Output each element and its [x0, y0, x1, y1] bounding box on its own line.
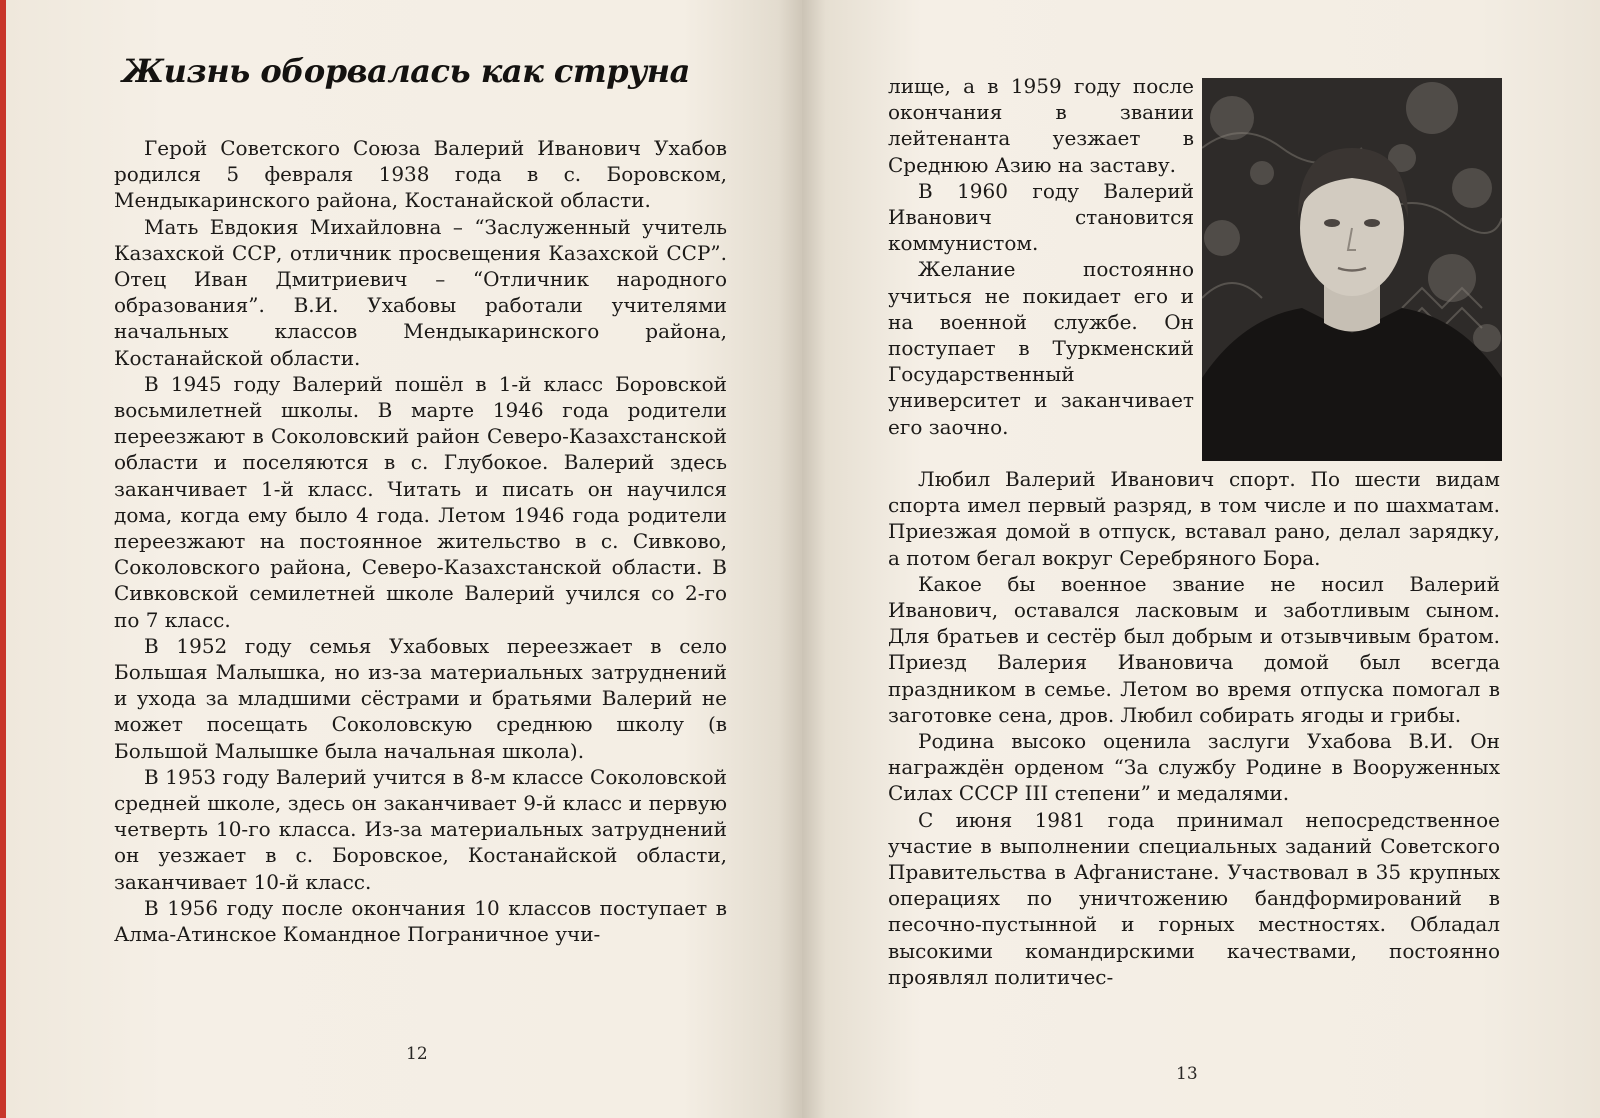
- left-page: [6, 0, 802, 1118]
- portrait-photo: [1202, 78, 1502, 461]
- right-page-body-bottom: [888, 466, 1500, 990]
- paragraph: В 1945 году Валерий пошёл в 1-й класс Боровской восьмилетней школы. В марте 1946 года родители переезжают в Соколовский район Северо-Казахстанской области и поселяются в с. Глубокое. Валерий здесь заканчивает 1-й класс. Читать и писать он научился дома, когда ему было 4 года. Летом 1946 года родители переезжают на постоянное жительство в с. Сивково, Соколовского района, Северо-Казахстанской области. В Сивковской семилетней школе Валерий учился со 2-го по 7 класс.: [114, 371, 727, 632]
- paragraph: В 1956 году после окончания 10 классов поступает в Алма-Атинское Командное Пограничное учи-: [114, 895, 727, 947]
- paragraph: В 1953 году Валерий учится в 8-м классе Соколовской средней школе, здесь он заканчивает 9-й класс и первую четверть 10-го класса. Из-за материальных затруднений он уезжает в с. Боровское, Костанайской области, заканчивает 10-й класс.: [114, 764, 727, 894]
- paragraph: С июня 1981 года принимал непосредственное участие в выполнении специальных заданий Советского Правительства в Афганистане. Участвовал в 35 крупных операциях по уничтожению бандформирований в песочно-пустынной и горных местностях. Обладал высокими командирскими качествами, постоянно проявлял политичес-: [888, 807, 1500, 989]
- article-title: Жизнь оборвалась как струна: [122, 52, 690, 90]
- portrait-image: [1202, 78, 1502, 461]
- paragraph: Какое бы военное звание не носил Валерий Иванович, оставался ласковым и заботливым сыном. Для братьев и сестёр был добрым и отзывчивым братом. Приезд Валерия Ивановича домой был всегда праздником в семье. Летом во время отпуска помогал в заготовке сена, дров. Любил собирать ягоды и грибы.: [888, 571, 1500, 727]
- right-page: [802, 0, 1600, 1118]
- page-number: 12: [406, 1044, 428, 1064]
- right-page-body-top: [888, 73, 1194, 440]
- paragraph: Любил Валерий Иванович спорт. По шести видам спорта имел первый разряд, в том числе и по шахматам. Приезжая домой в отпуск, вставал рано, делал зарядку, а потом бегал вокруг Серебряного Бора.: [888, 467, 1500, 570]
- paragraph: Герой Советского Союза Валерий Иванович Ухабов родился 5 февраля 1938 года в с. Боровском, Мендыкаринского района, Костанайской области.: [114, 136, 727, 213]
- page-number: 13: [1176, 1064, 1198, 1084]
- left-page-body: [114, 135, 727, 947]
- paragraph: Желание постоянно учиться не покидает его и на военной службе. Он поступает в Туркменский Государственный университет и заканчивает его заочно.: [888, 257, 1194, 439]
- paragraph: лище, а в 1959 году после окончания в звании лейтенанта уезжает в Среднюю Азию на заставу.: [888, 74, 1194, 177]
- paragraph: В 1960 году Валерий Иванович становится коммунистом.: [888, 178, 1194, 256]
- paragraph: Мать Евдокия Михайловна – “Заслуженный учитель Казахской ССР, отличник просвещения Казахской ССР”. Отец Иван Дмитриевич – “Отличник народного образования”. В.И. Ухабовы работали учителями начальных классов Мендыкаринского района, Костанайской области.: [114, 214, 727, 370]
- paragraph: Родина высоко оценила заслуги Ухабова В.И. Он награждён орденом “За службу Родине в Вооруженных Силах СССР III степени” и медалями.: [888, 729, 1500, 806]
- paragraph: В 1952 году семья Ухабовых переезжает в село Большая Малышка, но из-за материальных затруднений и ухода за младшими сёстрами и братьями Валерий не может посещать Соколовскую среднюю школу (в Большой Малышке была начальная школа).: [114, 633, 727, 763]
